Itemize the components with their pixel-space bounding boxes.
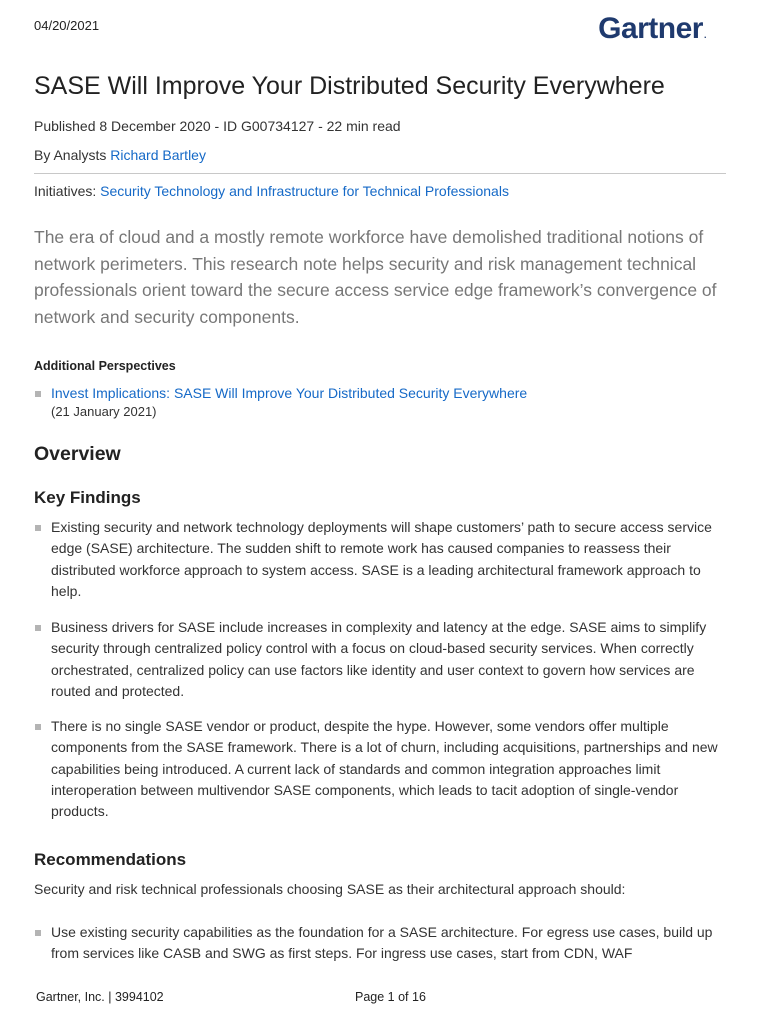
- recommendations-heading: Recommendations: [34, 850, 187, 869]
- bullet-icon: [35, 391, 41, 397]
- initiatives: [34, 183, 509, 199]
- footer-publisher: Gartner, Inc. | 3994102: [36, 990, 164, 1004]
- key-findings-heading: Key Findings: [34, 488, 141, 507]
- byline: [34, 147, 206, 163]
- bullet-icon: [35, 724, 41, 730]
- bullet-icon: [35, 625, 41, 631]
- additional-perspective-link[interactable]: Invest Implications: SASE Will Improve Your Distributed Security Everywhere: [51, 385, 528, 401]
- byline-prefix: By Analysts: [34, 147, 111, 163]
- gartner-logo: [598, 12, 706, 46]
- recommendations-intro: Security and risk technical professionals choosing SASE as their architectural approach should:: [34, 881, 626, 897]
- publication-info: Published 8 December 2020 - ID G00734127 - 22 min read: [34, 118, 401, 134]
- key-finding-item: Existing security and network technology deployments will shape customers’ path to secure access service edge (SASE) architecture. The sudden shift to remote work has caused companies to reassess their distributed workforce approach to system access. SASE is a leading architectural framework approach to help.: [51, 519, 712, 599]
- logo-text: Gartner: [598, 12, 703, 45]
- initiatives-label: Initiatives:: [34, 183, 101, 199]
- document-title: SASE Will Improve Your Distributed Security Everywhere: [34, 72, 665, 100]
- key-finding-item: There is no single SASE vendor or product, despite the hype. However, some vendors offer multiple components from the SASE framework. There is a lot of churn, including acquisitions, partnerships and new capabilities being introduced. A current lack of standards and common integration approaches limit interoperation between multivendor SASE components, which leads to tacit adoption of single-vendor products.: [51, 718, 718, 820]
- bullet-icon: [35, 525, 41, 531]
- page-number: Page 1 of 16: [355, 990, 426, 1004]
- key-finding-item: Business drivers for SASE include increases in complexity and latency at the edge. SASE aims to simplify security through centralized policy control with a focus on cloud-based security services. When correctly orchestrated, centralized policy can use factors like identity and user context to govern how services are routed and protected.: [51, 619, 707, 699]
- bullet-icon: [35, 930, 41, 936]
- logo-dot: .: [703, 30, 706, 40]
- additional-perspective-date: (21 January 2021): [51, 404, 157, 419]
- document-summary: The era of cloud and a mostly remote workforce have demolished traditional notions of network perimeters. This research note helps security and risk management technical professionals orient toward the secure access service edge framework’s convergence of network and security components.: [34, 227, 717, 327]
- initiatives-link[interactable]: Security Technology and Infrastructure for Technical Professionals: [100, 183, 509, 199]
- analyst-link[interactable]: Richard Bartley: [110, 147, 206, 163]
- overview-heading: Overview: [34, 443, 121, 465]
- header-divider: [34, 173, 726, 174]
- additional-perspectives-heading: Additional Perspectives: [34, 359, 176, 373]
- recommendation-item: Use existing security capabilities as the foundation for a SASE architecture. For egress use cases, build up from services like CASB and SWG as first steps. For ingress use cases, start from CDN, WAF: [51, 924, 713, 962]
- document-date: 04/20/2021: [34, 18, 100, 33]
